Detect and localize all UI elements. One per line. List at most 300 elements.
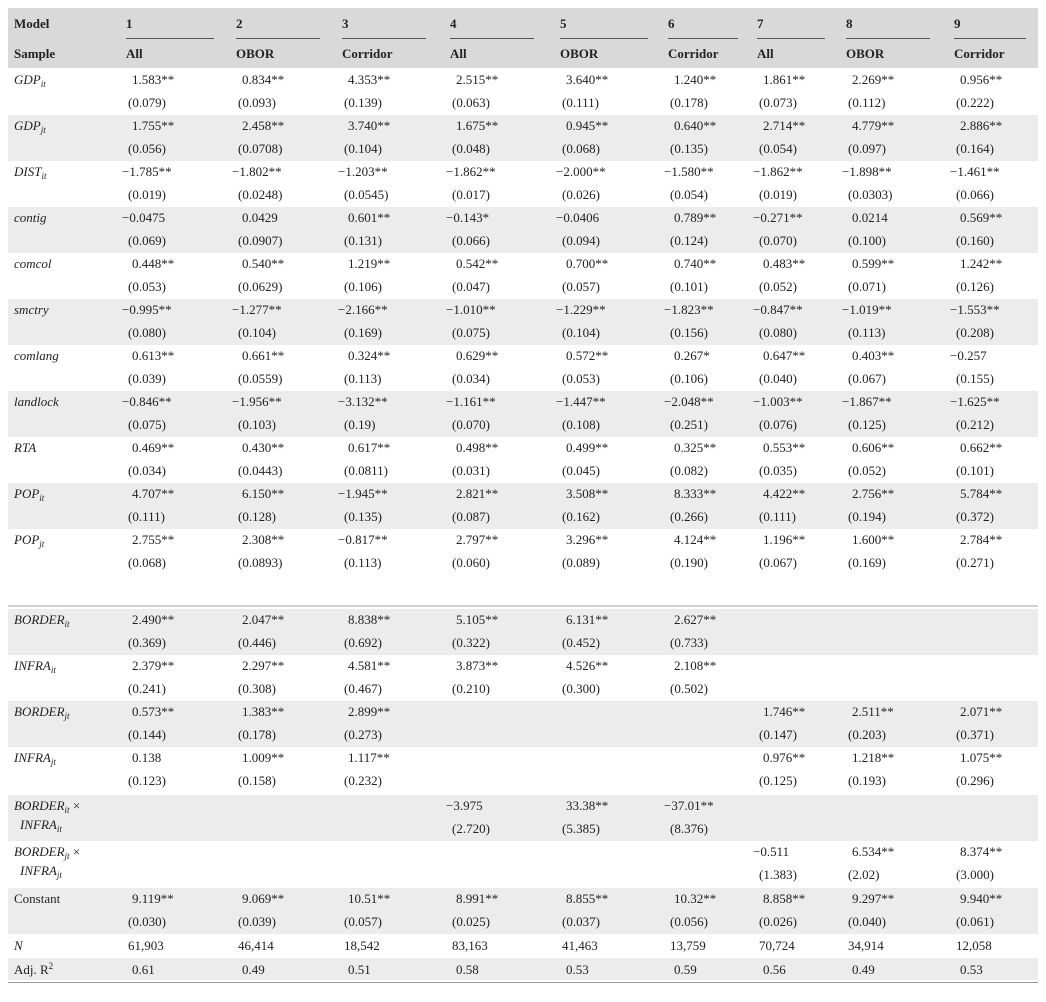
row-label (14, 72, 46, 88)
standard-error: (0.124) (670, 233, 708, 248)
standard-error: (5.385) (562, 821, 600, 836)
standard-error: (0.190) (670, 555, 708, 570)
standard-error: (0.111) (759, 509, 796, 524)
coefficient: 0.629** (456, 348, 499, 363)
row-label (14, 612, 70, 628)
standard-error: (0.446) (238, 635, 276, 650)
adj-r2-value: 0.61 (132, 962, 155, 977)
coefficient: −0.143* (446, 210, 490, 225)
standard-error: (0.075) (128, 417, 166, 432)
coefficient: 4.779** (852, 118, 895, 133)
coefficient: 0.138 (132, 750, 162, 765)
n-value: 13,759 (670, 938, 706, 953)
row-label-text: BORDER (14, 704, 65, 719)
sample-name: All (757, 46, 774, 61)
adj-r2-value: 0.58 (456, 962, 479, 977)
coefficient: 10.32** (674, 891, 717, 906)
coefficient: 0.483** (763, 256, 806, 271)
standard-error: (0.034) (452, 371, 490, 386)
sample-name: Corridor (954, 46, 1005, 61)
row-label (14, 440, 36, 456)
coefficient: 2.458** (242, 118, 285, 133)
sample-name: OBOR (560, 46, 599, 61)
model-number: 9 (954, 16, 961, 31)
coefficient: 4.707** (132, 486, 175, 501)
adj-r2-label-text: Adj. R (14, 962, 49, 977)
coefficient: 0.661** (242, 348, 285, 363)
standard-error: (0.040) (848, 914, 886, 929)
coefficient: 1.117** (348, 750, 390, 765)
standard-error: (0.193) (848, 773, 886, 788)
standard-error: (0.056) (128, 141, 166, 156)
coefficient: 2.756** (852, 486, 895, 501)
model-number: 3 (342, 16, 349, 31)
standard-error: (0.068) (128, 555, 166, 570)
standard-error: (0.026) (759, 914, 797, 929)
row-label-subscript: jt (50, 757, 56, 767)
coefficient: 1.218** (852, 750, 895, 765)
coefficient: −1.019** (842, 302, 892, 317)
coefficient: 0.430** (242, 440, 285, 455)
coefficient: 8.374** (960, 844, 1003, 859)
coefficient: 0.569** (960, 210, 1003, 225)
standard-error: (0.164) (956, 141, 994, 156)
standard-error: (0.053) (562, 371, 600, 386)
sample-name: All (450, 46, 467, 61)
coefficient: 1.746** (763, 704, 806, 719)
header-underline (668, 38, 738, 39)
standard-error: (0.251) (670, 417, 708, 432)
coefficient: 0.469** (132, 440, 175, 455)
standard-error: (0.160) (956, 233, 994, 248)
coefficient: −3.975 (446, 798, 483, 813)
bottom-rule (8, 982, 1038, 983)
standard-error: (0.069) (128, 233, 166, 248)
coefficient: −2.048** (664, 394, 714, 409)
coefficient: 6.534** (852, 844, 895, 859)
row-label-subscript: jt (56, 870, 62, 880)
standard-error: (0.502) (670, 681, 708, 696)
coefficient: −0.0406 (556, 210, 600, 225)
standard-error: (0.126) (956, 279, 994, 294)
coefficient: 0.325** (674, 440, 717, 455)
coefficient: 0.403** (852, 348, 895, 363)
row-label-subscript: it (40, 79, 46, 89)
standard-error: (0.19) (344, 417, 376, 432)
standard-error: (0.308) (238, 681, 276, 696)
standard-error: (0.080) (128, 325, 166, 340)
standard-error: (0.039) (128, 371, 166, 386)
standard-error: (0.135) (670, 141, 708, 156)
row-label-text: POP (14, 532, 40, 547)
coefficient: −0.847** (753, 302, 803, 317)
coefficient: 33.38** (566, 798, 609, 813)
coefficient: −0.271** (753, 210, 803, 225)
coefficient: 0.553** (763, 440, 806, 455)
row-label (14, 210, 47, 226)
standard-error: (8.376) (670, 821, 708, 836)
row-label-subscript: it (41, 171, 47, 181)
standard-error: (0.056) (670, 914, 708, 929)
row-label-subscript: it (39, 493, 45, 503)
coefficient: −1.862** (753, 164, 803, 179)
standard-error: (1.383) (759, 867, 797, 882)
standard-error: (0.070) (452, 417, 490, 432)
standard-error: (0.089) (562, 555, 600, 570)
standard-error: (0.452) (562, 635, 600, 650)
standard-error: (0.082) (670, 463, 708, 478)
standard-error: (0.241) (128, 681, 166, 696)
row-label-second-line (20, 863, 62, 879)
n-value: 12,058 (956, 938, 992, 953)
row-label-subscript: jt (39, 539, 45, 549)
coefficient: 2.515** (456, 72, 499, 87)
coefficient: 1.383** (242, 704, 285, 719)
model-number: 8 (846, 16, 853, 31)
standard-error: (0.222) (956, 95, 994, 110)
standard-error: (0.068) (562, 141, 600, 156)
row-label-text: contig (14, 210, 47, 225)
coefficient: 1.755** (132, 118, 175, 133)
standard-error: (0.135) (344, 509, 382, 524)
coefficient: 9.119** (132, 891, 174, 906)
adj-r2-label (14, 962, 53, 978)
coefficient: 6.150** (242, 486, 285, 501)
coefficient: 8.855** (566, 891, 609, 906)
coefficient: 2.071** (960, 704, 1003, 719)
times-icon: × (69, 798, 81, 813)
coefficient: −1.161** (446, 394, 496, 409)
standard-error: (0.125) (848, 417, 886, 432)
coefficient: −0.511 (753, 844, 790, 859)
coefficient: −1.945** (338, 486, 388, 501)
model-number: 4 (450, 16, 457, 31)
coefficient: −1.461** (950, 164, 1000, 179)
standard-error: (0.057) (344, 914, 382, 929)
coefficient: −1.277** (232, 302, 282, 317)
standard-error: (0.232) (344, 773, 382, 788)
row-label-subscript: jt (64, 711, 70, 721)
n-value: 18,542 (344, 938, 380, 953)
coefficient: 2.490** (132, 612, 175, 627)
coefficient: −1.862** (446, 164, 496, 179)
standard-error: (0.0811) (344, 463, 388, 478)
standard-error: (0.054) (670, 187, 708, 202)
n-value: 83,163 (452, 938, 488, 953)
coefficient: −2.166** (338, 302, 388, 317)
row-label-text: INFRA (20, 817, 57, 832)
row-label (14, 532, 44, 548)
standard-error: (0.0629) (238, 279, 283, 294)
coefficient: −1.785** (122, 164, 172, 179)
coefficient: −1.823** (664, 302, 714, 317)
row-label-text: INFRA (14, 750, 51, 765)
coefficient: 2.821** (456, 486, 499, 501)
standard-error: (0.060) (452, 555, 490, 570)
row-label (14, 891, 60, 907)
standard-error: (0.271) (956, 555, 994, 570)
standard-error: (0.125) (759, 773, 797, 788)
row-band (8, 795, 1038, 841)
standard-error: (0.158) (238, 773, 276, 788)
row-label (14, 164, 46, 180)
standard-error: (0.026) (562, 187, 600, 202)
sample-name: OBOR (236, 46, 275, 61)
sample-name: All (126, 46, 143, 61)
coefficient: 0.267* (674, 348, 710, 363)
standard-error: (0.053) (128, 279, 166, 294)
coefficient: 0.834** (242, 72, 285, 87)
standard-error: (2.02) (848, 867, 880, 882)
sample-name: OBOR (846, 46, 885, 61)
standard-error: (0.034) (128, 463, 166, 478)
standard-error: (0.169) (344, 325, 382, 340)
standard-error: (0.106) (344, 279, 382, 294)
coefficient: 2.797** (456, 532, 499, 547)
header-underline (757, 38, 825, 39)
adj-r2-value: 0.59 (674, 962, 697, 977)
standard-error: (0.079) (128, 95, 166, 110)
coefficient: −1.802** (232, 164, 282, 179)
coefficient: 6.131** (566, 612, 609, 627)
coefficient: 0.601** (348, 210, 391, 225)
adj-r2-value: 0.53 (566, 962, 589, 977)
adj-r2-value: 0.49 (242, 962, 265, 977)
row-label-subscript: it (64, 805, 70, 815)
coefficient: 0.640** (674, 118, 717, 133)
standard-error: (0.066) (956, 187, 994, 202)
coefficient: −3.132** (338, 394, 388, 409)
sample-name: Corridor (668, 46, 719, 61)
coefficient: 0.498** (456, 440, 499, 455)
header-underline (236, 38, 320, 39)
standard-error: (0.106) (670, 371, 708, 386)
coefficient: 2.379** (132, 658, 175, 673)
standard-error: (0.369) (128, 635, 166, 650)
standard-error: (0.169) (848, 555, 886, 570)
standard-error: (0.139) (344, 95, 382, 110)
model-label: Model (14, 16, 50, 31)
row-label (14, 394, 59, 410)
coefficient: 9.940** (960, 891, 1003, 906)
coefficient: 2.899** (348, 704, 391, 719)
row-label (14, 302, 49, 318)
coefficient: 4.124** (674, 532, 717, 547)
standard-error: (0.467) (344, 681, 382, 696)
row-label-subscript: jt (64, 851, 70, 861)
row-label-text: DIST (14, 164, 42, 179)
standard-error: (0.322) (452, 635, 490, 650)
coefficient: −1.956** (232, 394, 282, 409)
standard-error: (0.035) (759, 463, 797, 478)
section-separator (8, 605, 1038, 607)
standard-error: (0.128) (238, 509, 276, 524)
model-number: 5 (560, 16, 567, 31)
row-label-subscript: it (50, 665, 56, 675)
coefficient: 3.640** (566, 72, 609, 87)
coefficient: −1.553** (950, 302, 1000, 317)
standard-error: (0.273) (344, 727, 382, 742)
n-label: N (14, 938, 23, 953)
row-label-subscript: jt (40, 125, 46, 135)
standard-error: (0.372) (956, 509, 994, 524)
coefficient: 0.0214 (852, 210, 888, 225)
standard-error: (0.194) (848, 509, 886, 524)
coefficient: −2.000** (556, 164, 606, 179)
coefficient: 2.269** (852, 72, 895, 87)
coefficient: 0.540** (242, 256, 285, 271)
standard-error: (0.147) (759, 727, 797, 742)
coefficient: 2.308** (242, 532, 285, 547)
row-label-text: landlock (14, 394, 59, 409)
coefficient: 0.572** (566, 348, 609, 363)
standard-error: (0.692) (344, 635, 382, 650)
coefficient: 0.617** (348, 440, 391, 455)
standard-error: (0.0559) (238, 371, 283, 386)
coefficient: −0.257 (950, 348, 987, 363)
standard-error: (0.067) (759, 555, 797, 570)
n-value: 70,724 (759, 938, 795, 953)
coefficient: 4.526** (566, 658, 609, 673)
header-underline (560, 38, 648, 39)
standard-error: (0.075) (452, 325, 490, 340)
row-band (8, 958, 1038, 980)
coefficient: 1.009** (242, 750, 285, 765)
coefficient: 1.219** (348, 256, 391, 271)
standard-error: (0.047) (452, 279, 490, 294)
standard-error: (0.162) (562, 509, 600, 524)
coefficient: 2.886** (960, 118, 1003, 133)
coefficient: 5.105** (456, 612, 499, 627)
coefficient: 2.714** (763, 118, 806, 133)
coefficient: 2.297** (242, 658, 285, 673)
coefficient: 8.333** (674, 486, 717, 501)
standard-error: (0.371) (956, 727, 994, 742)
coefficient: 0.740** (674, 256, 717, 271)
coefficient: 8.838** (348, 612, 391, 627)
n-value: 34,914 (848, 938, 884, 953)
standard-error: (0.045) (562, 463, 600, 478)
coefficient: 1.242** (960, 256, 1003, 271)
standard-error: (0.0907) (238, 233, 283, 248)
standard-error: (0.123) (128, 773, 166, 788)
n-value: 41,463 (562, 938, 598, 953)
coefficient: 0.499** (566, 440, 609, 455)
standard-error: (0.111) (562, 95, 599, 110)
row-label-second-line (20, 817, 62, 833)
standard-error: (0.212) (956, 417, 994, 432)
standard-error: (0.052) (848, 463, 886, 478)
coefficient: 8.858** (763, 891, 806, 906)
standard-error: (0.037) (562, 914, 600, 929)
n-value: 61,903 (128, 938, 164, 953)
coefficient: 0.573** (132, 704, 175, 719)
standard-error: (0.0708) (238, 141, 283, 156)
standard-error: (0.131) (344, 233, 382, 248)
row-label (14, 798, 80, 814)
n-value: 46,414 (238, 938, 274, 953)
standard-error: (0.063) (452, 95, 490, 110)
coefficient: −0.995** (122, 302, 172, 317)
standard-error: (0.101) (670, 279, 708, 294)
coefficient: 8.991** (456, 891, 499, 906)
row-label (14, 658, 56, 674)
coefficient: 1.861** (763, 72, 806, 87)
standard-error: (0.076) (759, 417, 797, 432)
row-label (14, 118, 46, 134)
header-underline (846, 38, 930, 39)
standard-error: (0.266) (670, 509, 708, 524)
standard-error: (0.0545) (344, 187, 389, 202)
standard-error: (0.039) (238, 914, 276, 929)
adj-r2-value: 0.49 (852, 962, 875, 977)
coefficient: 0.448** (132, 256, 175, 271)
standard-error: (0.104) (562, 325, 600, 340)
coefficient: 2.627** (674, 612, 717, 627)
coefficient: 3.740** (348, 118, 391, 133)
header-underline (342, 38, 426, 39)
times-icon: × (69, 844, 81, 859)
standard-error: (0.104) (238, 325, 276, 340)
coefficient: 9.069** (242, 891, 285, 906)
row-label-subscript: it (64, 619, 70, 629)
standard-error: (0.097) (848, 141, 886, 156)
coefficient: 0.976** (763, 750, 806, 765)
standard-error: (0.210) (452, 681, 490, 696)
coefficient: 1.600** (852, 532, 895, 547)
standard-error: (0.048) (452, 141, 490, 156)
coefficient: −37.01** (664, 798, 714, 813)
standard-error: (0.087) (452, 509, 490, 524)
coefficient: 0.789** (674, 210, 717, 225)
standard-error: (0.155) (956, 371, 994, 386)
standard-error: (0.178) (670, 95, 708, 110)
standard-error: (0.067) (848, 371, 886, 386)
coefficient: 3.873** (456, 658, 499, 673)
standard-error: (0.031) (452, 463, 490, 478)
standard-error: (0.0303) (848, 187, 893, 202)
standard-error: (0.070) (759, 233, 797, 248)
standard-error: (2.720) (452, 821, 490, 836)
standard-error: (0.0443) (238, 463, 283, 478)
coefficient: 9.297** (852, 891, 895, 906)
standard-error: (0.111) (128, 509, 165, 524)
header-underline (450, 38, 534, 39)
row-label (14, 704, 70, 720)
standard-error: (0.300) (562, 681, 600, 696)
standard-error: (0.178) (238, 727, 276, 742)
header-underline (954, 38, 1026, 39)
row-label-text: INFRA (20, 863, 57, 878)
standard-error: (0.101) (956, 463, 994, 478)
standard-error: (0.040) (759, 371, 797, 386)
standard-error: (0.073) (759, 95, 797, 110)
coefficient: −1.625** (950, 394, 1000, 409)
row-label-text: BORDER (14, 844, 65, 859)
row-label-text: GDP (14, 118, 41, 133)
adj-r2-value: 0.51 (348, 962, 371, 977)
coefficient: 4.581** (348, 658, 391, 673)
coefficient: 1.675** (456, 118, 499, 133)
standard-error: (0.019) (128, 187, 166, 202)
coefficient: −1.003** (753, 394, 803, 409)
standard-error: (0.733) (670, 635, 708, 650)
adj-r2-superscript: 2 (48, 961, 54, 971)
coefficient: 2.047** (242, 612, 285, 627)
model-number: 2 (236, 16, 243, 31)
standard-error: (0.019) (759, 187, 797, 202)
coefficient: 0.956** (960, 72, 1003, 87)
